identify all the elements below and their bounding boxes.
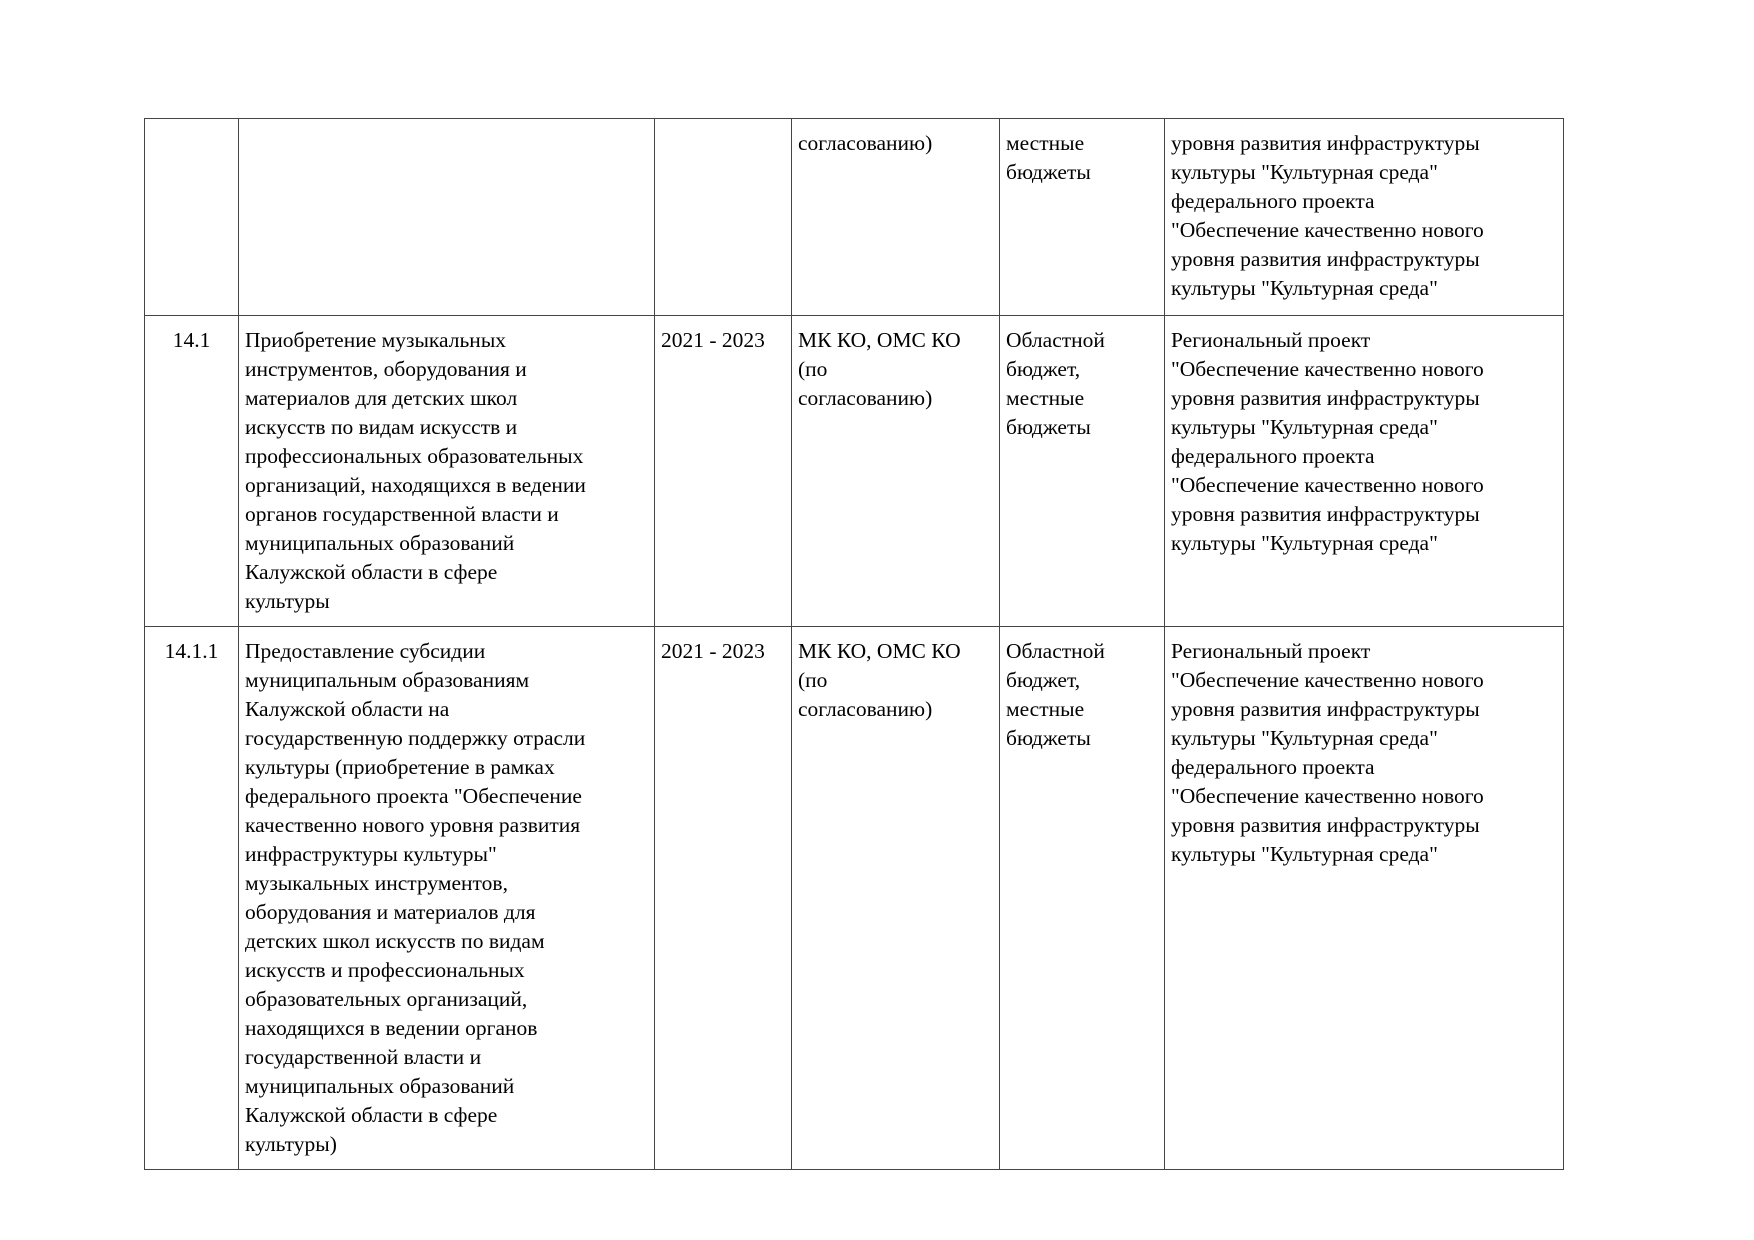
- item-period: 2021 - 2023: [655, 316, 792, 627]
- item-executor: согласованию): [792, 119, 1000, 316]
- table-row: [145, 316, 1564, 627]
- item-name: Приобретение музыкальных инструментов, оборудования и материалов для детских школ искусств по видам искусств и профессиональных образовательных организаций, находящихся в ведении органов государственной власти и муниципальных образований Калужской области в сфере культуры: [239, 316, 655, 627]
- item-project: Региональный проект "Обеспечение качественно нового уровня развития инфраструктуры культуры "Культурная среда" федерального проекта "Обеспечение качественно нового уровня развития инфраструктуры культуры "Культурная среда": [1165, 627, 1564, 1170]
- item-funding-source: местные бюджеты: [1000, 119, 1165, 316]
- item-number: 14.1: [145, 316, 239, 627]
- item-funding-source: Областной бюджет, местные бюджеты: [1000, 316, 1165, 627]
- item-executor: МК КО, ОМС КО (по согласованию): [792, 627, 1000, 1170]
- item-name: Предоставление субсидии муниципальным образованиям Калужской области на государственную поддержку отрасли культуры (приобретение в рамках федерального проекта "Обеспечение качественно нового уровня развития инфраструктуры культуры" музыкальных инструментов, оборудования и материалов для детских школ искусств по видам искусств и профессиональных образовательных организаций, находящихся в ведении органов государственной власти и муниципальных образований Калужской области в сфере культуры): [239, 627, 655, 1170]
- item-executor: МК КО, ОМС КО (по согласованию): [792, 316, 1000, 627]
- measures-table: [144, 118, 1564, 1170]
- item-period: [655, 119, 792, 316]
- table-row: [145, 119, 1564, 316]
- item-name: [239, 119, 655, 316]
- item-number: 14.1.1: [145, 627, 239, 1170]
- item-number: [145, 119, 239, 316]
- item-period: 2021 - 2023: [655, 627, 792, 1170]
- item-project: уровня развития инфраструктуры культуры "Культурная среда" федерального проекта "Обеспечение качественно нового уровня развития инфраструктуры культуры "Культурная среда": [1165, 119, 1564, 316]
- table-row: [145, 627, 1564, 1170]
- item-project: Региональный проект "Обеспечение качественно нового уровня развития инфраструктуры культуры "Культурная среда" федерального проекта "Обеспечение качественно нового уровня развития инфраструктуры культуры "Культурная среда": [1165, 316, 1564, 627]
- item-funding-source: Областной бюджет, местные бюджеты: [1000, 627, 1165, 1170]
